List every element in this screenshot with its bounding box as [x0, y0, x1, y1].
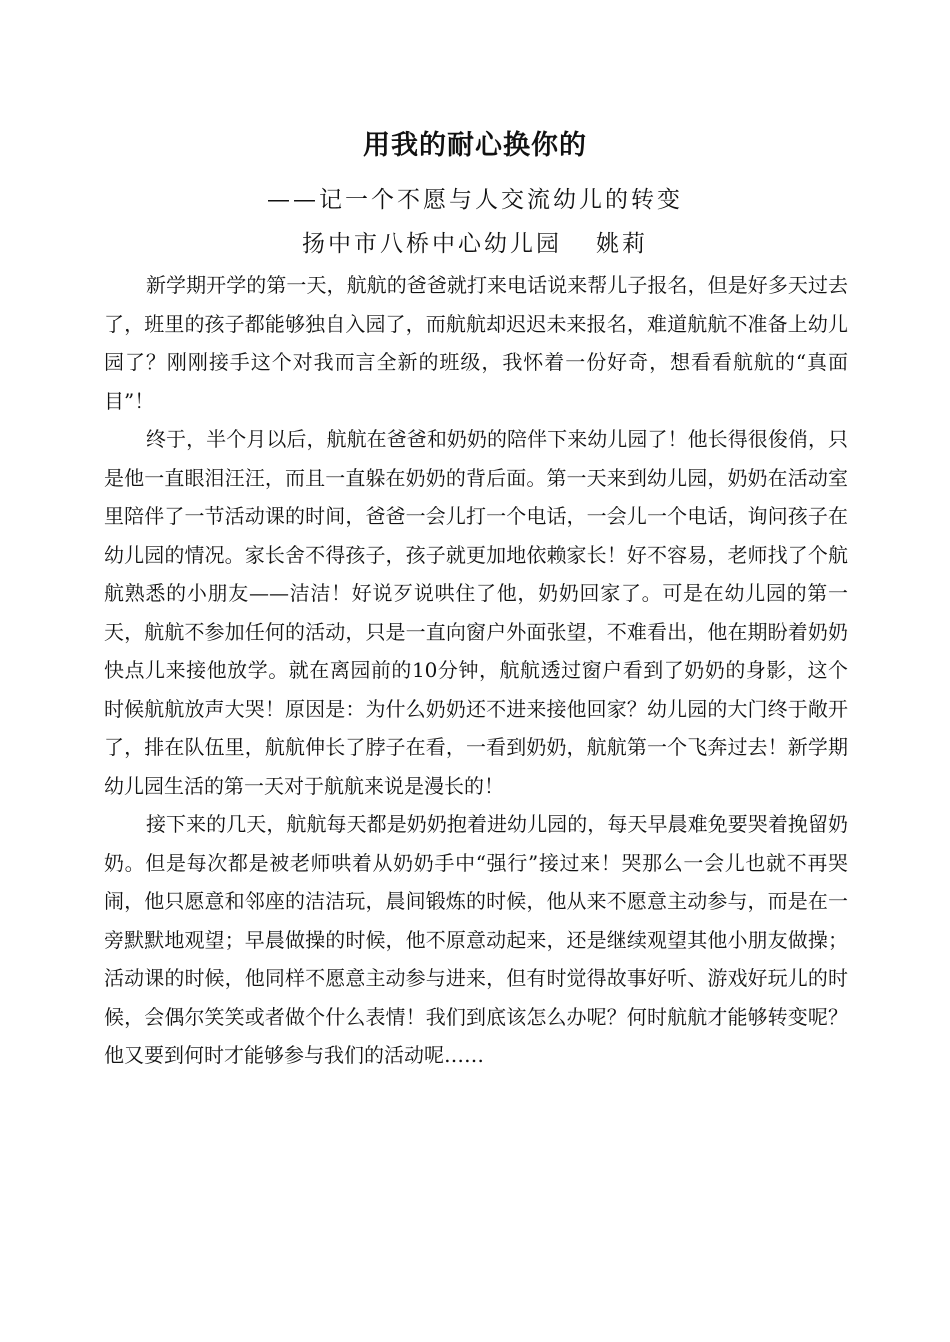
paragraph-3: 接下来的几天，航航每天都是奶奶抱着进幼儿园的，每天早晨难免要哭着挽留奶奶。但是每次都是被老师哄着从奶奶手中“强行”接过来！哭那么一会儿也就不再哭闹，他只愿意和邻座的洁洁玩，晨间锻炼的时候，他从来不愿意主动参与，而是在一旁默默地观望；早晨做操的时候，他不原意动起来，还是继续观望其他小朋友做操；活动课的时候，他同样不愿意主动参与进来，但有时觉得故事好听、游戏好玩儿的时候，会偶尔笑笑或者做个什么表情！我们到底该怎么办呢？何时航航才能够转变呢？他又要到何时才能够参与我们的活动呢…… — [104, 812, 848, 1067]
author-line — [0, 226, 950, 262]
paragraph-2: 终于，半个月以后，航航在爸爸和奶奶的陪伴下来幼儿园了！他长得很俊俏，只是他一直眼泪汪汪，而且一直躲在奶奶的背后面。第一天来到幼儿园，奶奶在活动室里陪伴了一节活动课的时间，爸爸一会儿打一个电话，一会儿一个电话，询问孩子在幼儿园的情况。家长舍不得孩子，孩子就更加地依赖家长！好不容易，老师找了个航航熟悉的小朋友——洁洁！好说歹说哄住了他，奶奶回家了。可是在幼儿园的第一天，航航不参加任何的活动，只是一直向窗户外面张望，不难看出，他在期盼着奶奶快点儿来接他放学。就在离园前的10分钟，航航透过窗户看到了奶奶的身影，这个时候航航放声大哭！原因是：为什么奶奶还不进来接他回家？幼儿园的大门终于敞开了，排在队伍里，航航伸长了脖子在看，一看到奶奶，航航第一个飞奔过去！新学期幼儿园生活的第一天对于航航来说是漫长的！ — [104, 427, 848, 798]
document-subtitle: ——记一个不愿与人交流幼儿的转变 — [267, 187, 683, 213]
organization-name: 扬中市八桥中心幼儿园 — [302, 231, 562, 257]
document-title: 用我的耐心换你的 — [363, 130, 587, 161]
paragraph-1: 新学期开学的第一天，航航的爸爸就打来电话说来帮儿子报名，但是好多天过去了，班里的孩子都能够独自入园了，而航航却迟迟未来报名，难道航航不准备上幼儿园了？刚刚接手这个对我而言全新的班级，我怀着一份好奇，想看看航航的“真面目”！ — [104, 273, 848, 413]
author-name: 姚莉 — [596, 231, 648, 257]
document-body — [104, 266, 848, 1075]
